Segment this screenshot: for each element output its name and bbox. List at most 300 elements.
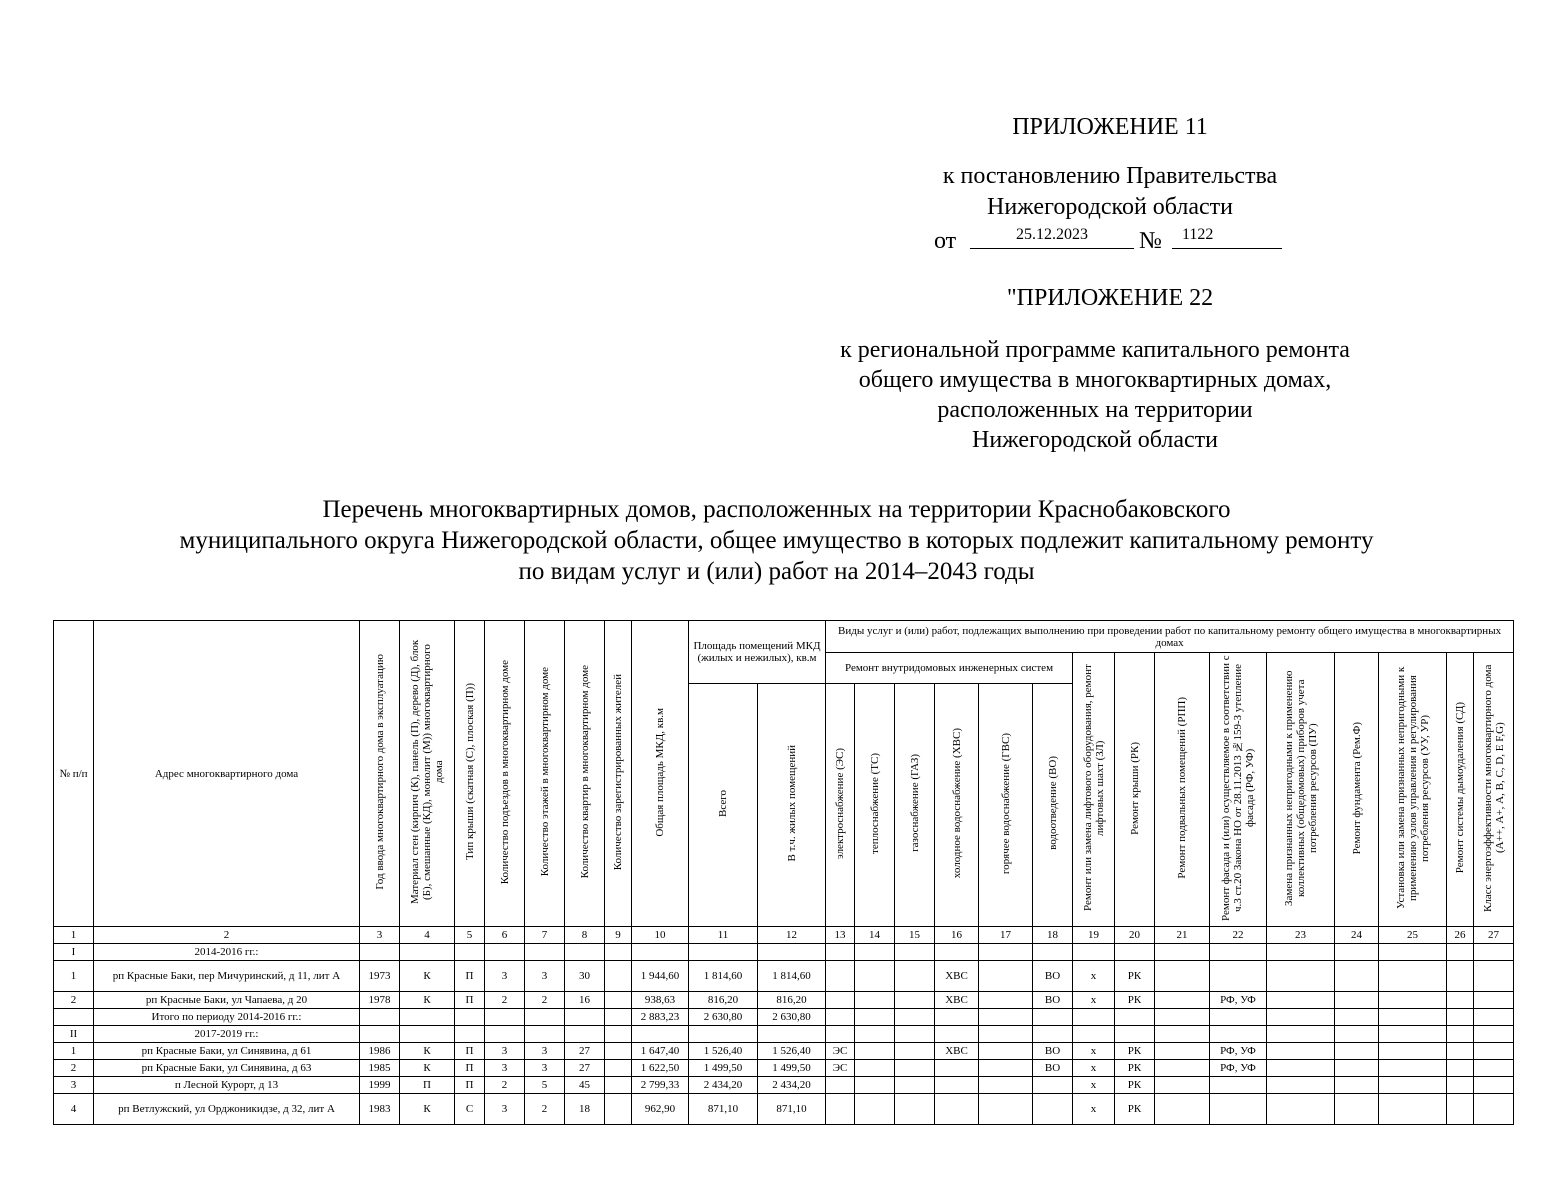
table-cell: [1033, 1026, 1073, 1043]
cell-nodes: [1379, 961, 1447, 992]
table-cell: [1073, 1026, 1115, 1043]
cell-all: 2 630,80: [689, 1009, 758, 1026]
table-cell: [1447, 1026, 1474, 1043]
title-line: Перечень многоквартирных домов, расположенных на территории Краснобаковского: [322, 496, 1231, 523]
cell-year: 1973: [360, 961, 400, 992]
cell-rk: РК: [1115, 1094, 1155, 1125]
cell-smoke: [1447, 992, 1474, 1009]
cell-lift: х: [1073, 992, 1115, 1009]
cell-ts: [855, 961, 895, 992]
column-number: 22: [1210, 927, 1267, 944]
column-number: 24: [1335, 927, 1379, 944]
cell-roof: П: [455, 1060, 485, 1077]
cell-found: [1335, 1094, 1379, 1125]
column-number: 13: [826, 927, 855, 944]
cell-nodes: [1379, 1060, 1447, 1077]
table-cell: [1210, 1026, 1267, 1043]
section-label: 2014-2016 гг.:: [94, 944, 360, 961]
col-ts-header: теплоснабжение (ТС): [855, 683, 895, 926]
cell-rk: РК: [1115, 1060, 1155, 1077]
cell-hvs: [935, 1077, 979, 1094]
cell-all: 816,20: [689, 992, 758, 1009]
program-line: общего имущества в многоквартирных домах,: [858, 367, 1332, 393]
cell-energy: [1474, 1077, 1514, 1094]
cell-found: [1335, 1060, 1379, 1077]
cell-rk: РК: [1115, 1043, 1155, 1060]
table-cell: [1447, 944, 1474, 961]
cell-addr: рп Красные Баки, ул Чапаева, д 20: [94, 992, 360, 1009]
cell-fl: 5: [525, 1077, 565, 1094]
cell-total: 938,63: [632, 992, 689, 1009]
cell-gas: [895, 1094, 935, 1125]
cell-addr: рп Красные Баки, ул Синявина, д 63: [94, 1060, 360, 1077]
table-cell: [935, 1026, 979, 1043]
cell-vo: [1033, 1094, 1073, 1125]
col-entrances-header: Количество подъездов в многоквартирном доме: [485, 621, 525, 927]
cell-year: 1986: [360, 1043, 400, 1060]
table-cell: [1155, 1009, 1210, 1026]
column-number: 23: [1267, 927, 1335, 944]
cell-gas: [895, 1060, 935, 1077]
column-number: 16: [935, 927, 979, 944]
col-basement-header: Ремонт подвальных помещений (РПП): [1155, 653, 1210, 927]
cell-meters: [1267, 1094, 1335, 1125]
table-cell: [1210, 1009, 1267, 1026]
col-smoke-header: Ремонт системы дымоудаления (СД): [1447, 653, 1474, 927]
table-cell: [605, 1026, 632, 1043]
cell-gas: [895, 961, 935, 992]
cell-year: 1999: [360, 1077, 400, 1094]
cell-es: ЭС: [826, 1043, 855, 1060]
col-address-header: Адрес многоквартирного дома: [94, 621, 360, 927]
resolution-number-field: [1172, 222, 1282, 249]
cell-gas: [895, 1043, 935, 1060]
cell-year: 1983: [360, 1094, 400, 1125]
cell-fl: 2: [525, 992, 565, 1009]
cell-nodes: [1379, 1094, 1447, 1125]
table-cell: [1447, 1009, 1474, 1026]
table-cell: [632, 1026, 689, 1043]
table-cell: [895, 944, 935, 961]
table-body: [54, 944, 1514, 1125]
table-cell: [855, 1009, 895, 1026]
table-cell: [1155, 944, 1210, 961]
table-cell: [979, 1009, 1033, 1026]
column-number: 1: [54, 927, 94, 944]
cell-all: 871,10: [689, 1094, 758, 1125]
cell-roof: П: [455, 1077, 485, 1094]
column-number: 5: [455, 927, 485, 944]
column-number: 2: [94, 927, 360, 944]
cell-res: [605, 992, 632, 1009]
cell-es: [826, 961, 855, 992]
table-cell: [400, 1026, 455, 1043]
cell-hvs: [935, 1060, 979, 1077]
table-cell: [979, 944, 1033, 961]
cell-roof: П: [455, 1043, 485, 1060]
cell-rpp: [1155, 1043, 1210, 1060]
table-cell: [1335, 944, 1379, 961]
table-cell: [1210, 944, 1267, 961]
section-number: II: [54, 1026, 94, 1043]
table-cell: [565, 944, 605, 961]
col-area-living-header: В т.ч. жилых помещений: [758, 683, 826, 926]
cell-mat: К: [400, 1060, 455, 1077]
resolution-date: 25.12.2023: [970, 222, 1134, 249]
col-roof-header: Тип крыши (скатная (С), плоская (П)): [455, 621, 485, 927]
col-residents-header: Количество зарегистрированных жителей: [605, 621, 632, 927]
cell-gvs: [979, 1060, 1033, 1077]
cell-total: 1 944,60: [632, 961, 689, 992]
cell-flats: 30: [565, 961, 605, 992]
cell-roof: П: [455, 992, 485, 1009]
cell-living: 1 814,60: [758, 961, 826, 992]
cell-living: 816,20: [758, 992, 826, 1009]
column-number: 10: [632, 927, 689, 944]
col-roof-repair-header: Ремонт крыши (РК): [1115, 653, 1155, 927]
cell-ent: 2: [485, 1077, 525, 1094]
table-cell: [525, 1009, 565, 1026]
table-cell: [1267, 944, 1335, 961]
table-cell: [1335, 1026, 1379, 1043]
cell-no: 1: [54, 1043, 94, 1060]
cell-gvs: [979, 961, 1033, 992]
cell-roof: П: [455, 961, 485, 992]
cell-no: 2: [54, 1060, 94, 1077]
cell-es: [826, 1077, 855, 1094]
col-es-header: электроснабжение (ЭС): [826, 683, 855, 926]
cell-lift: х: [1073, 961, 1115, 992]
cell-nodes: [1379, 1043, 1447, 1060]
cell-addr: рп Ветлужский, ул Орджоникидзе, д 32, лит А: [94, 1094, 360, 1125]
table-cell: [1379, 944, 1447, 961]
cell-facade: РФ, УФ: [1210, 992, 1267, 1009]
resolution-line: к постановлению Правительства: [942, 163, 1278, 189]
cell-es: ЭС: [826, 1060, 855, 1077]
table-cell: [1379, 1026, 1447, 1043]
table-cell: [455, 1009, 485, 1026]
cell-rk: РК: [1115, 992, 1155, 1009]
column-number: 19: [1073, 927, 1115, 944]
cell-rpp: [1155, 992, 1210, 1009]
cell-lift: х: [1073, 1077, 1115, 1094]
cell-found: [1335, 961, 1379, 992]
cell-energy: [1474, 1043, 1514, 1060]
cell-hvs: [935, 1094, 979, 1125]
cell-total: 1 647,40: [632, 1043, 689, 1060]
col-area-all-header: Всего: [689, 683, 758, 926]
region-line: Нижегородской области: [986, 194, 1234, 220]
cell-fl: 3: [525, 1060, 565, 1077]
cell-hvs: ХВС: [935, 1043, 979, 1060]
column-number: 9: [605, 927, 632, 944]
table-cell: [855, 944, 895, 961]
cell-lift: х: [1073, 1094, 1115, 1125]
cell-nodes: [1379, 1077, 1447, 1094]
cell-smoke: [1447, 1043, 1474, 1060]
cell-year: 1978: [360, 992, 400, 1009]
cell-es: [826, 1094, 855, 1125]
cell-rpp: [1155, 1060, 1210, 1077]
cell-gvs: [979, 1094, 1033, 1125]
column-number: 7: [525, 927, 565, 944]
table-cell: [605, 1009, 632, 1026]
cell-all: 1 526,40: [689, 1043, 758, 1060]
program-line: Нижегородской области: [971, 427, 1219, 453]
col-foundation-header: Ремонт фундамента (Рем.Ф): [1335, 653, 1379, 927]
table-cell: [935, 944, 979, 961]
cell-all: 2 434,20: [689, 1077, 758, 1094]
col-gvs-header: горячее водоснабжение (ГВС): [979, 683, 1033, 926]
cell-res: [605, 1077, 632, 1094]
cell-living: 1 499,50: [758, 1060, 826, 1077]
col-total-area-header: Общая площадь МКД, кв.м: [632, 621, 689, 927]
cell-gas: [895, 992, 935, 1009]
table-cell: [895, 1009, 935, 1026]
col-no-header: № п/п: [54, 621, 94, 927]
program-line: к региональной программе капитального ремонта: [840, 337, 1350, 363]
table-cell: [1474, 944, 1514, 961]
cell-gvs: [979, 1043, 1033, 1060]
cell-all: 1 499,50: [689, 1060, 758, 1077]
cell-mat: К: [400, 1094, 455, 1125]
cell-addr: рп Красные Баки, пер Мичуринский, д 11, лит А: [94, 961, 360, 992]
cell-facade: [1210, 961, 1267, 992]
cell-vo: [1033, 1077, 1073, 1094]
table-cell: [54, 1009, 94, 1026]
cell-smoke: [1447, 1060, 1474, 1077]
cell-all: 1 814,60: [689, 961, 758, 992]
col-floors-header: Количество этажей в многоквартирном доме: [525, 621, 565, 927]
cell-res: [605, 961, 632, 992]
cell-flats: 16: [565, 992, 605, 1009]
table-cell: [1033, 1009, 1073, 1026]
cell-meters: [1267, 992, 1335, 1009]
title-line: муниципального округа Нижегородской области, общее имущество в которых подлежит капитальному ремонту: [179, 527, 1374, 554]
cell-fl: 3: [525, 1043, 565, 1060]
column-number: 20: [1115, 927, 1155, 944]
resolution-number: 1122: [1182, 226, 1214, 243]
cell-living: 2 630,80: [758, 1009, 826, 1026]
cell-vo: ВО: [1033, 1043, 1073, 1060]
table-cell: [826, 1026, 855, 1043]
section-label: 2017-2019 гг.:: [94, 1026, 360, 1043]
table-row: [54, 961, 1514, 992]
cell-rk: РК: [1115, 961, 1155, 992]
column-number: 4: [400, 927, 455, 944]
table-cell: [979, 1026, 1033, 1043]
cell-es: [826, 992, 855, 1009]
cell-energy: [1474, 992, 1514, 1009]
cell-vo: ВО: [1033, 992, 1073, 1009]
cell-gvs: [979, 1077, 1033, 1094]
table-row: [54, 1077, 1514, 1094]
table-cell: [485, 1026, 525, 1043]
cell-year: 1985: [360, 1060, 400, 1077]
cell-meters: [1267, 1043, 1335, 1060]
table-cell: [360, 944, 400, 961]
cell-total: 962,90: [632, 1094, 689, 1125]
col-energy-class-header: Класс энергоэффективности многоквартирного дома (А++, А+, А, B, C, D, E F,G): [1474, 653, 1514, 927]
cell-fl: 3: [525, 961, 565, 992]
cell-facade: [1210, 1094, 1267, 1125]
cell-flats: 27: [565, 1060, 605, 1077]
table-cell: [1335, 1009, 1379, 1026]
column-numbers-row: [54, 927, 1514, 944]
table-row: [54, 1060, 1514, 1077]
cell-ts: [855, 1043, 895, 1060]
cell-living: 871,10: [758, 1094, 826, 1125]
col-material-header: Материал стен (кирпич (К), панель (П), дерево (Д), блок (Б), смешанные (КД), монолит (М)) многоквартирного дома: [400, 621, 455, 927]
cell-mat: К: [400, 961, 455, 992]
cell-living: 1 526,40: [758, 1043, 826, 1060]
cell-found: [1335, 1043, 1379, 1060]
cell-fl: 2: [525, 1094, 565, 1125]
cell-vo: ВО: [1033, 961, 1073, 992]
table-cell: [935, 1009, 979, 1026]
table-cell: [689, 944, 758, 961]
col-year-header: Год ввода многоквартирного дома в эксплуатацию: [360, 621, 400, 927]
document-title: [90, 494, 1463, 587]
column-number: 21: [1155, 927, 1210, 944]
table-row: [54, 1094, 1514, 1125]
column-number: 27: [1474, 927, 1514, 944]
cell-mat: К: [400, 1043, 455, 1060]
table-cell: [1267, 1009, 1335, 1026]
cell-ts: [855, 992, 895, 1009]
table-cell: [525, 944, 565, 961]
col-gas-header: газоснабжение (ГАЗ): [895, 683, 935, 926]
cell-rk: РК: [1115, 1077, 1155, 1094]
appendix-22-heading: "ПРИЛОЖЕНИЕ 22: [1006, 285, 1214, 311]
appendix-11-heading: ПРИЛОЖЕНИЕ 11: [1012, 114, 1208, 140]
buildings-table: [53, 620, 1514, 1125]
cell-found: [1335, 992, 1379, 1009]
cell-energy: [1474, 1094, 1514, 1125]
table-cell: [360, 1026, 400, 1043]
column-number: 15: [895, 927, 935, 944]
cell-roof: С: [455, 1094, 485, 1125]
column-number: 12: [758, 927, 826, 944]
cell-lift: х: [1073, 1043, 1115, 1060]
cell-found: [1335, 1077, 1379, 1094]
column-number: 18: [1033, 927, 1073, 944]
table-cell: [400, 944, 455, 961]
column-number: 17: [979, 927, 1033, 944]
table-cell: [758, 1026, 826, 1043]
cell-smoke: [1447, 961, 1474, 992]
cell-meters: [1267, 1060, 1335, 1077]
cell-res: [605, 1094, 632, 1125]
table-cell: [1073, 1009, 1115, 1026]
program-reference: [740, 335, 1450, 455]
column-number: 26: [1447, 927, 1474, 944]
cell-living: 2 434,20: [758, 1077, 826, 1094]
table-cell: [1115, 1026, 1155, 1043]
table-cell: [360, 1009, 400, 1026]
col-hvs-header: холодное водоснабжение (ХВС): [935, 683, 979, 926]
cell-meters: [1267, 961, 1335, 992]
cell-gvs: [979, 992, 1033, 1009]
table-cell: [455, 944, 485, 961]
total-row: [54, 1009, 1514, 1026]
table-cell: [1155, 1026, 1210, 1043]
cell-rpp: [1155, 1077, 1210, 1094]
cell-ent: 3: [485, 961, 525, 992]
table-cell: [485, 1009, 525, 1026]
section-row: [54, 1026, 1514, 1043]
col-meters-header: Замена признанных непригодными к применению коллективных (общедомовых) приборов учета потребления ресурсов (ПУ): [1267, 653, 1335, 927]
cell-no: 3: [54, 1077, 94, 1094]
cell-energy: [1474, 1060, 1514, 1077]
table-row: [54, 992, 1514, 1009]
cell-flats: 18: [565, 1094, 605, 1125]
col-works-group-header: Виды услуг и (или) работ, подлежащих выполнению при проведении работ по капитальному ремонту общего имущества в многоквартирных домах: [826, 621, 1514, 653]
cell-ts: [855, 1060, 895, 1077]
cell-ent: 3: [485, 1094, 525, 1125]
table-cell: [826, 944, 855, 961]
cell-addr: п Лесной Курорт, д 13: [94, 1077, 360, 1094]
cell-rpp: [1155, 1094, 1210, 1125]
cell-gas: [895, 1077, 935, 1094]
cell-no: 2: [54, 992, 94, 1009]
table-cell: [758, 944, 826, 961]
cell-ts: [855, 1094, 895, 1125]
table-cell: [895, 1026, 935, 1043]
table-cell: [826, 1009, 855, 1026]
cell-meters: [1267, 1077, 1335, 1094]
column-number: 8: [565, 927, 605, 944]
table-cell: [689, 1026, 758, 1043]
table-row: [54, 1043, 1514, 1060]
table-cell: [632, 944, 689, 961]
cell-facade: РФ, УФ: [1210, 1043, 1267, 1060]
table-cell: [1474, 1026, 1514, 1043]
column-number: 25: [1379, 927, 1447, 944]
cell-vo: ВО: [1033, 1060, 1073, 1077]
col-area-group-header: Площадь помещений МКД (жилых и нежилых), кв.м: [689, 621, 826, 684]
table-cell: [1073, 944, 1115, 961]
cell-facade: [1210, 1077, 1267, 1094]
section-row: [54, 944, 1514, 961]
col-vo-header: водоотведение (ВО): [1033, 683, 1073, 926]
cell-res: [605, 1060, 632, 1077]
column-number: 3: [360, 927, 400, 944]
number-sign: №: [1139, 228, 1162, 254]
program-line: расположенных на территории: [937, 397, 1253, 423]
total-label: Итого по периоду 2014-2016 гг.:: [94, 1009, 360, 1026]
table-cell: [565, 1009, 605, 1026]
cell-smoke: [1447, 1077, 1474, 1094]
cell-addr: рп Красные Баки, ул Синявина, д 61: [94, 1043, 360, 1060]
cell-ent: 2: [485, 992, 525, 1009]
column-number: 14: [855, 927, 895, 944]
col-nodes-header: Установка или замена признанных непригодными к применению узлов управления и регулирования потребления ресурсов (УУ, УР): [1379, 653, 1447, 927]
cell-facade: РФ, УФ: [1210, 1060, 1267, 1077]
cell-rpp: [1155, 961, 1210, 992]
table-cell: [605, 944, 632, 961]
table-cell: [1474, 1009, 1514, 1026]
col-eng-group-header: Ремонт внутридомовых инженерных систем: [826, 653, 1073, 684]
cell-flats: 45: [565, 1077, 605, 1094]
cell-smoke: [1447, 1094, 1474, 1125]
col-flats-header: Количество квартир в многоквартирном доме: [565, 621, 605, 927]
table-cell: [855, 1026, 895, 1043]
cell-flats: 27: [565, 1043, 605, 1060]
table-cell: [455, 1026, 485, 1043]
cell-ts: [855, 1077, 895, 1094]
cell-hvs: ХВС: [935, 992, 979, 1009]
